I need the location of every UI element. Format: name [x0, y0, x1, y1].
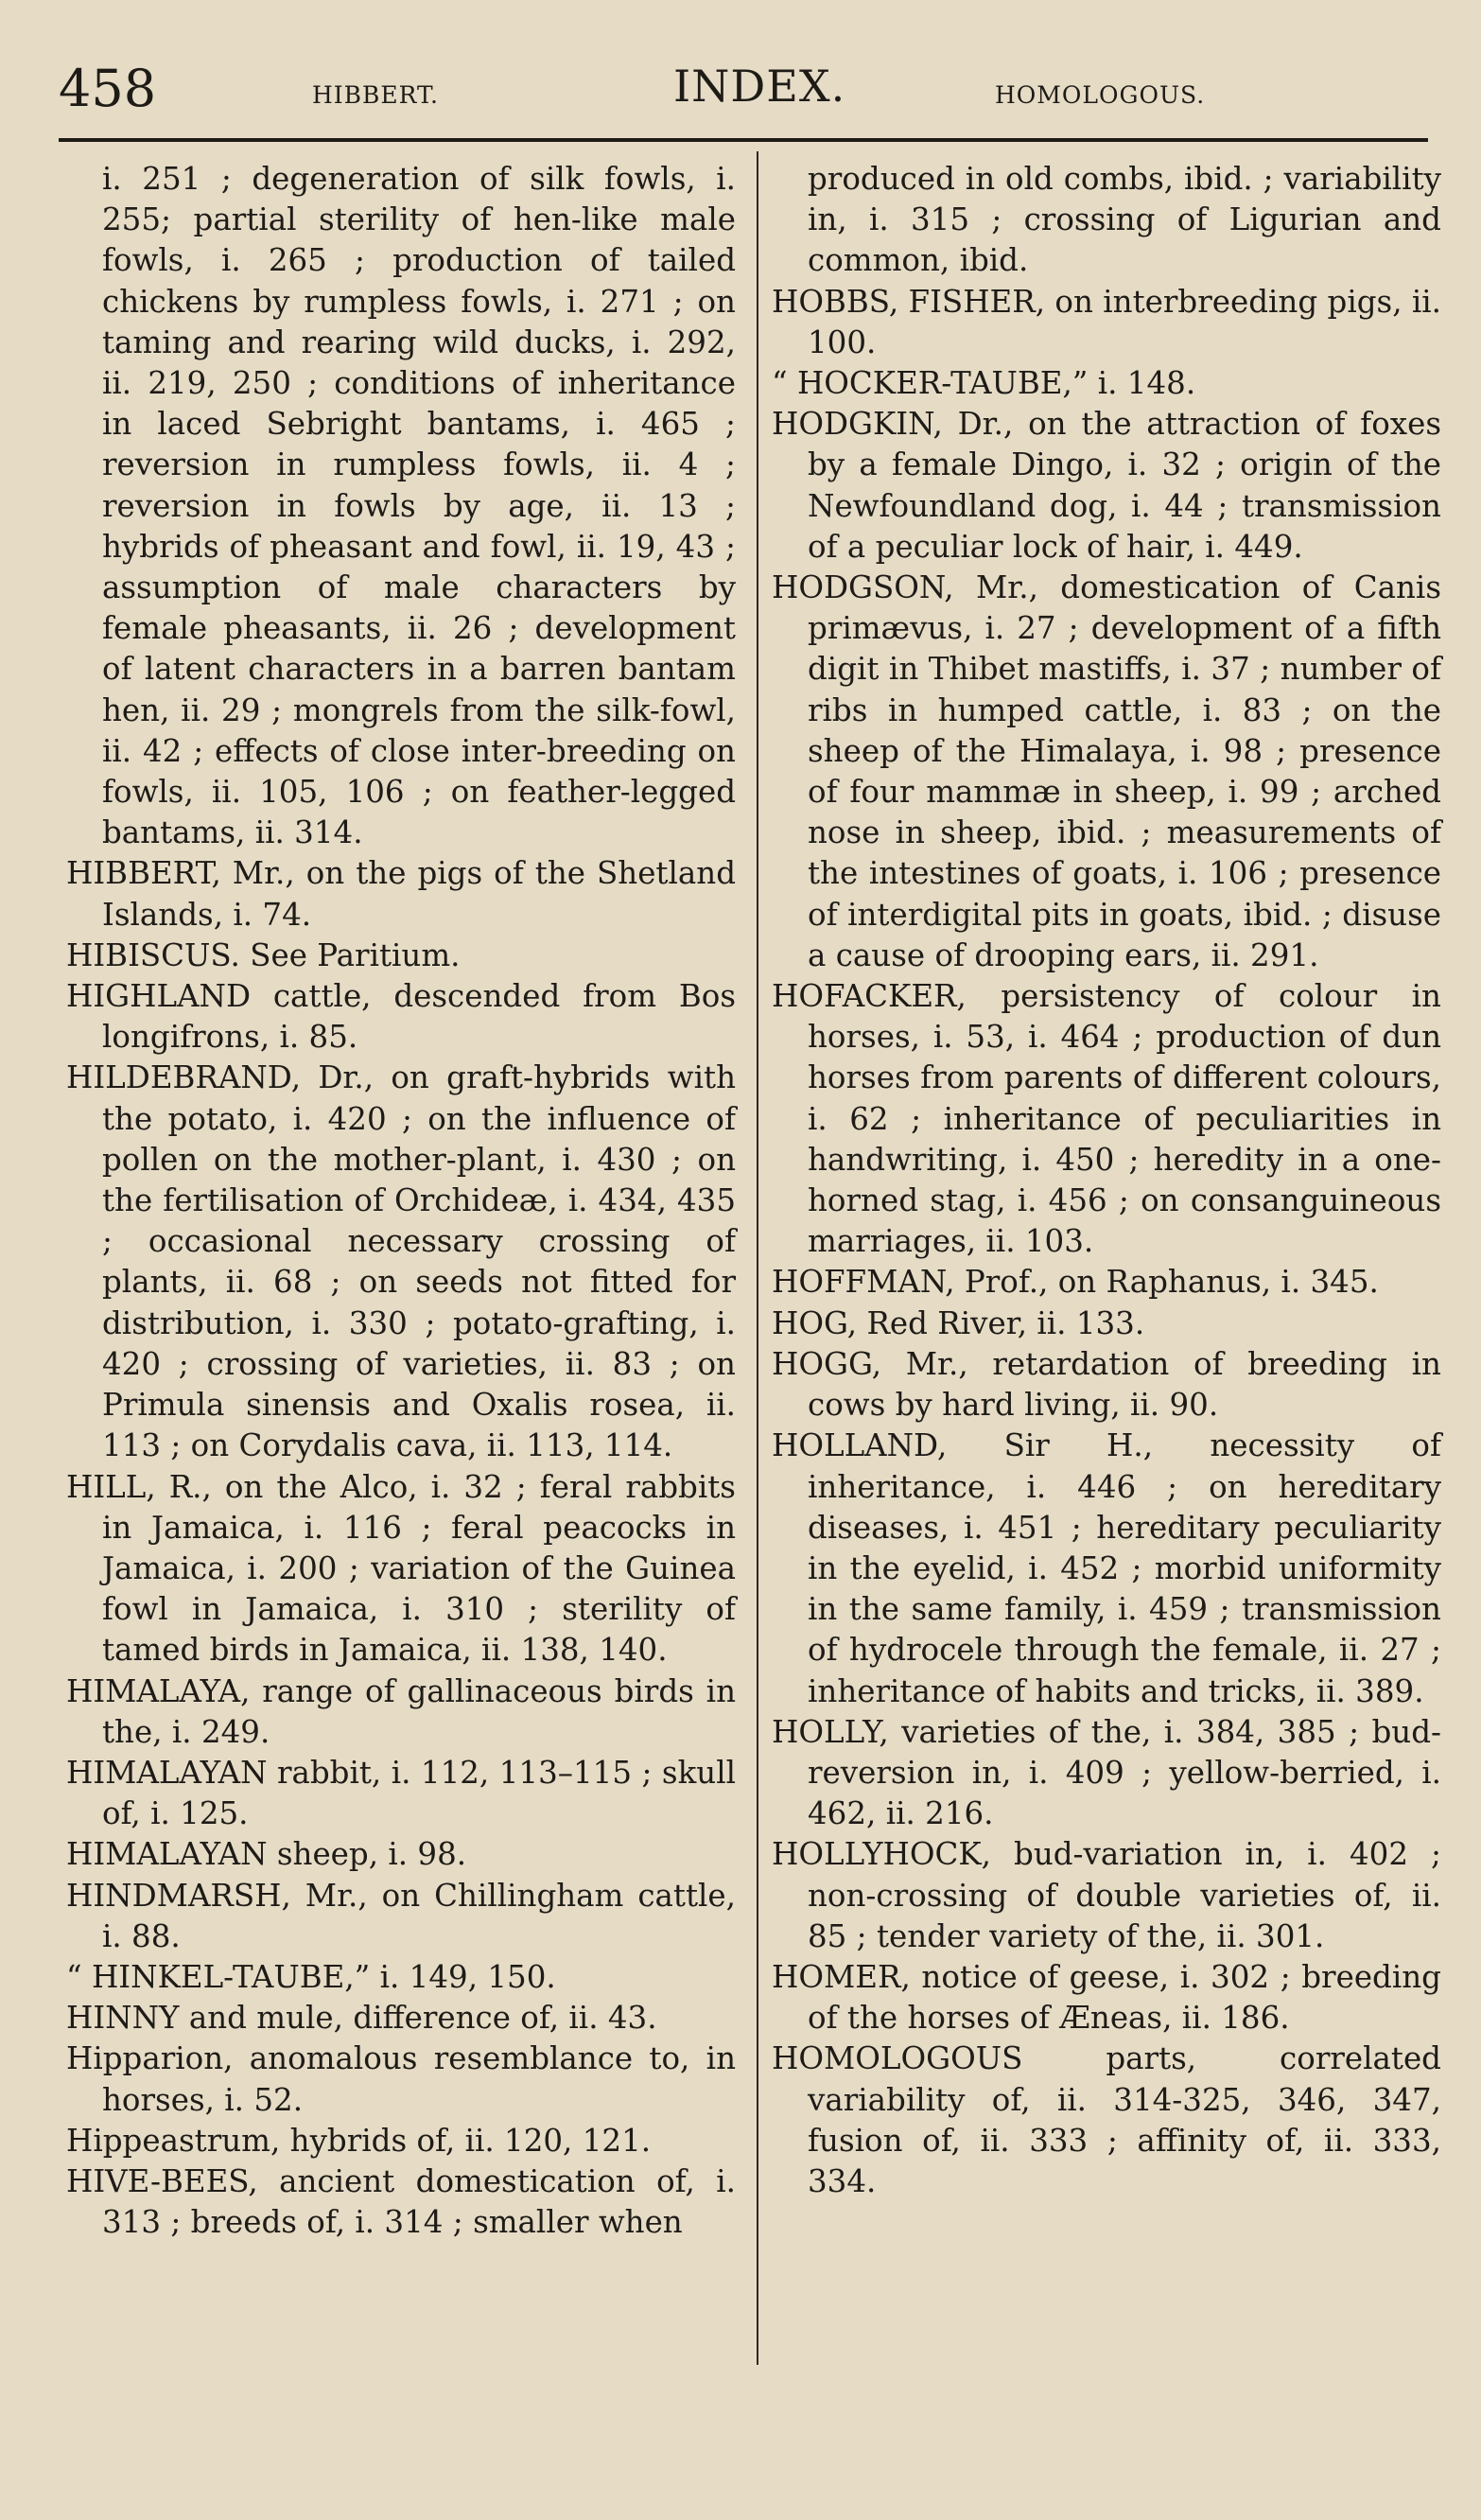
index-entry: Hipparion, anomalous resemblance to, in horses, i. 52. [66, 2040, 736, 2118]
index-entry: HOFFMAN, Prof., on Raphanus, i. 345. [772, 1264, 1379, 1301]
index-entry: HOFACKER, persistency of colour in horses, i. 53, i. 464 ; production of dun horses from parents of different colours, i. 62 ; inheritance of peculiarities in handwriting, i. 450 ; heredity in a one-horned stag, i. 456 ; on consanguineous marriages, ii. 103. [772, 978, 1441, 1260]
index-entry: “ HINKEL-TAUBE,” i. 149, 150. [66, 1958, 556, 1995]
page-title: INDEX. [673, 61, 846, 112]
index-entry: HOG, Red River, ii. 133. [772, 1304, 1145, 1341]
right-column [772, 159, 1441, 2202]
index-entry: HODGKIN, Dr., on the attraction of foxes by a female Dingo, i. 32 ; origin of the Newfoundland dog, i. 44 ; transmission of a peculiar lock of hair, i. 449. [772, 406, 1441, 565]
index-entry: HOLLYHOCK, bud-variation in, i. 402 ; non-crossing of double varieties of, ii. 85 ; tender variety of the, ii. 301. [772, 1836, 1441, 1954]
index-entry: HIVE-BEES, ancient domestication of, i. 313 ; breeds of, i. 314 ; smaller when [66, 2162, 736, 2241]
index-entry: HOBBS, FISHER, on interbreeding pigs, ii. 100. [772, 283, 1441, 360]
left-column [66, 159, 736, 2243]
index-entry: HIMALAYAN sheep, i. 98. [66, 1836, 467, 1873]
right-guide-word: HOMOLOGOUS. [995, 81, 1206, 109]
index-entry: HINDMARSH, Mr., on Chillingham cattle, i. 88. [66, 1877, 736, 1954]
index-entry: HOMER, notice of geese, i. 302 ; breeding of the horses of Æneas, ii. 186. [772, 1958, 1441, 2037]
index-entry: HODGSON, Mr., domestication of Canis primævus, i. 27 ; development of a fifth digit in Thibet mastiffs, i. 37 ; number of ribs in humped cattle, i. 83 ; on the sheep of the Himalaya, i. 98 ; presence of four mammæ in sheep, i. 99 ; arched nose in sheep, ibid. ; measurements of the intestines of goats, i. 106 ; presence of interdigital pits in goats, ibid. ; disuse a cause of drooping ears, ii. 291. [772, 569, 1441, 973]
index-entry: HOLLY, varieties of the, i. 384, 385 ; bud-reversion in, i. 409 ; yellow-berried, i. 462, ii. 216. [772, 1713, 1441, 1832]
index-entry: produced in old combs, ibid. ; variability in, i. 315 ; crossing of Ligurian and common, ibid. [808, 161, 1441, 279]
index-entry: HIBISCUS. See Paritium. [66, 936, 461, 973]
running-head [59, 55, 1424, 121]
index-entry: HIGHLAND cattle, descended from Bos longifrons, i. 85. [66, 978, 736, 1056]
index-entry: HILL, R., on the Alco, i. 32 ; feral rabbits in Jamaica, i. 116 ; feral peacocks in Jamaica, i. 200 ; variation of the Guinea fowl in Jamaica, i. 310 ; sterility of tamed birds in Jamaica, ii. 138, 140. [66, 1468, 736, 1669]
left-guide-word: HIBBERT. [312, 81, 440, 109]
index-entry: “ HOCKER-TAUBE,” i. 148. [772, 365, 1196, 402]
column-divider [757, 151, 758, 2365]
index-entry: HOMOLOGOUS parts, correlated variability of, ii. 314-325, 346, 347, fusion of, ii. 333 ; affinity of, ii. 333, 334. [772, 2040, 1441, 2199]
index-entry: HILDEBRAND, Dr., on graft-hybrids with the potato, i. 420 ; on the influence of pollen on the mother-plant, i. 430 ; on the fertilisation of Orchideæ, i. 434, 435 ; occasional necessary crossing of plants, ii. 68 ; on seeds not fitted for distribution, i. 330 ; potato-grafting, i. 420 ; crossing of varieties, ii. 83 ; on Primula sinensis and Oxalis rosea, ii. 113 ; on Corydalis cava, ii. 113, 114. [66, 1059, 736, 1464]
index-entry: HIMALAYA, range of gallinaceous birds in the, i. 249. [66, 1672, 736, 1750]
index-entry: i. 251 ; degeneration of silk fowls, i. 255; partial sterility of hen-like male fowls, i. 265 ; production of tailed chickens by rumpless fowls, i. 271 ; on taming and rearing wild ducks, i. 292, ii. 219, 250 ; conditions of inheritance in laced Sebright bantams, i. 465 ; reversion in rumpless fowls, ii. 4 ; reversion in fowls by age, ii. 13 ; hybrids of pheasant and fowl, ii. 19, 43 ; assumption of male characters by female pheasants, ii. 26 ; development of latent characters in a barren bantam hen, ii. 29 ; mongrels from the silk-fowl, ii. 42 ; effects of close inter-breeding on fowls, ii. 105, 106 ; on feather-legged bantams, ii. 314. [102, 161, 736, 851]
page-number: 458 [59, 59, 157, 118]
index-entry: HIMALAYAN rabbit, i. 112, 113–115 ; skull of, i. 125. [66, 1754, 736, 1832]
index-entry: HOLLAND, Sir H., necessity of inheritance, i. 446 ; on hereditary diseases, i. 451 ; hereditary peculiarity in the eyelid, i. 452 ; morbid uniformity in the same family, i. 459 ; transmission of hydrocele through the female, ii. 27 ; inheritance of habits and tricks, ii. 389. [772, 1427, 1441, 1709]
index-entry: HOGG, Mr., retardation of breeding in cows by hard living, ii. 90. [772, 1345, 1441, 1424]
index-entry: HINNY and mule, difference of, ii. 43. [66, 2000, 657, 2037]
index-entry: Hippeastrum, hybrids of, ii. 120, 121. [66, 2122, 652, 2159]
index-entry: HIBBERT, Mr., on the pigs of the Shetland Islands, i. 74. [66, 855, 736, 933]
header-rule [59, 138, 1428, 142]
